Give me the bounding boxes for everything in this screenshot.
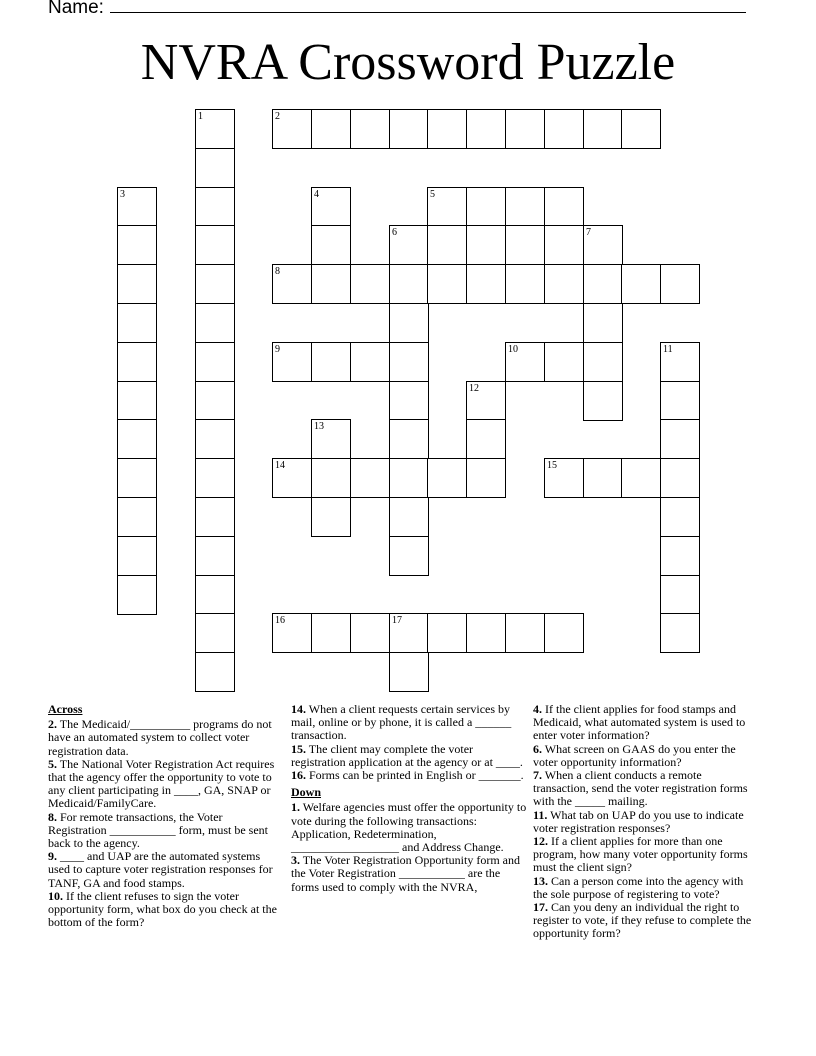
crossword-cell[interactable] [195, 536, 235, 576]
crossword-cell[interactable] [389, 419, 429, 459]
crossword-cell[interactable] [466, 109, 506, 149]
clue-number: 17 [392, 615, 402, 626]
crossword-cell[interactable] [350, 613, 390, 653]
crossword-cell[interactable] [311, 613, 351, 653]
crossword-cell[interactable] [117, 497, 157, 537]
clue-item [533, 743, 757, 769]
crossword-cell[interactable] [389, 381, 429, 421]
clue-text: The National Voter Registration Act requires that the agency offer the opportunity to vote to any client participating in ____, GA, SNAP or Medicaid/FamilyCare. [48, 756, 275, 811]
clue-number: 13 [314, 421, 324, 432]
clue-number: 2 [275, 111, 280, 122]
crossword-cell[interactable] [505, 187, 545, 227]
clue-number: 5 [430, 189, 435, 200]
crossword-cell[interactable] [389, 109, 429, 149]
clue-item [533, 901, 757, 941]
clue-text: The Medicaid/__________ programs do not have an automated system to collect voter registration data. [48, 717, 272, 758]
clue-number-label: 7. [533, 768, 542, 783]
clue-item [533, 835, 757, 875]
crossword-cell[interactable] [466, 419, 506, 459]
crossword-cell[interactable] [389, 264, 429, 304]
crossword-cell[interactable] [117, 225, 157, 265]
clue-number-label: 10. [48, 888, 63, 903]
clue-number-label: 11. [533, 807, 548, 822]
clue-number-label: 5. [48, 756, 57, 771]
clue-item [533, 703, 757, 743]
crossword-cell[interactable] [389, 342, 429, 382]
crossword-cell[interactable] [466, 225, 506, 265]
clue-text: Forms can be printed in English or _______. [306, 768, 524, 783]
clue-number: 4 [314, 189, 319, 200]
crossword-cell[interactable] [660, 381, 700, 421]
crossword-cell-14[interactable] [272, 458, 312, 498]
crossword-cell[interactable] [117, 342, 157, 382]
clue-item [533, 769, 757, 809]
clues-column-2 [291, 703, 527, 894]
crossword-cell[interactable] [427, 264, 467, 304]
crossword-cell[interactable] [195, 458, 235, 498]
crossword-cell-13[interactable] [311, 419, 351, 459]
crossword-cell[interactable] [660, 497, 700, 537]
clue-number: 7 [586, 227, 591, 238]
crossword-cell[interactable] [389, 458, 429, 498]
crossword-cell[interactable] [195, 652, 235, 692]
crossword-cell[interactable] [505, 109, 545, 149]
down-clue-list-continued [533, 703, 757, 941]
clues-column-3 [533, 703, 757, 941]
clue-item [48, 718, 284, 758]
clue-text: What tab on UAP do you use to indicate voter registration responses? [533, 807, 744, 835]
clue-number: 11 [663, 344, 673, 355]
crossword-cell[interactable] [660, 458, 700, 498]
crossword-cell[interactable] [583, 109, 623, 149]
clue-item [48, 890, 284, 930]
clue-text: When a client conducts a remote transaction, send the voter registration forms with the _____ mailing. [533, 768, 748, 809]
clue-number: 12 [469, 383, 479, 394]
crossword-cell-7[interactable] [583, 225, 623, 265]
clue-text: If a client applies for more than one program, how many voter opportunity forms must the client sign? [533, 834, 748, 875]
crossword-cell[interactable] [583, 342, 623, 382]
crossword-cell-6[interactable] [389, 225, 429, 265]
clue-number: 15 [547, 460, 557, 471]
clue-number-label: 3. [291, 853, 300, 868]
crossword-cell[interactable] [117, 419, 157, 459]
crossword-cell[interactable] [117, 458, 157, 498]
crossword-cell-15[interactable] [544, 458, 584, 498]
crossword-cell[interactable] [583, 303, 623, 343]
crossword-cell[interactable] [466, 458, 506, 498]
crossword-cell[interactable] [350, 342, 390, 382]
crossword-cell[interactable] [544, 225, 584, 265]
crossword-cell[interactable] [389, 497, 429, 537]
across-clue-list-continued [291, 703, 527, 782]
crossword-cell[interactable] [195, 419, 235, 459]
name-label: Name: [48, 0, 104, 18]
clue-item [291, 703, 527, 743]
crossword-cell-16[interactable] [272, 613, 312, 653]
clue-item [533, 875, 757, 901]
crossword-cell[interactable] [505, 613, 545, 653]
across-clue-list [48, 718, 284, 929]
clue-number: 16 [275, 615, 285, 626]
clue-text: Can a person come into the agency with the sole purpose of registering to vote? [533, 873, 744, 901]
down-clue-list [291, 801, 527, 893]
crossword-cell[interactable] [427, 613, 467, 653]
crossword-cell[interactable] [195, 342, 235, 382]
crossword-cell-11[interactable] [660, 342, 700, 382]
clue-number-label: 1. [291, 800, 300, 815]
clue-item [48, 758, 284, 811]
crossword-cell[interactable] [389, 652, 429, 692]
crossword-cell[interactable] [389, 303, 429, 343]
crossword-cell[interactable] [195, 613, 235, 653]
crossword-cell[interactable] [427, 109, 467, 149]
clue-number-label: 9. [48, 849, 57, 864]
crossword-cell[interactable] [195, 187, 235, 227]
crossword-cell[interactable] [621, 458, 661, 498]
crossword-cell[interactable] [311, 225, 351, 265]
crossword-cell[interactable] [117, 381, 157, 421]
clue-text: Can you deny an individual the right to register to vote, if they refuse to complete the opportunity form? [533, 900, 752, 941]
crossword-cell[interactable] [427, 458, 467, 498]
crossword-cell[interactable] [311, 264, 351, 304]
clue-text: If the client applies for food stamps and Medicaid, what automated system is used to enter voter information? [533, 702, 746, 743]
crossword-cell[interactable] [660, 575, 700, 615]
crossword-cell-2[interactable] [272, 109, 312, 149]
crossword-cell[interactable] [311, 109, 351, 149]
clue-number: 1 [198, 111, 203, 122]
clue-item [291, 769, 527, 782]
crossword-cell[interactable] [660, 264, 700, 304]
clue-number-label: 17. [533, 900, 548, 915]
clue-text: When a client requests certain services by mail, online or by phone, it is called a ______ transaction. [291, 702, 512, 743]
crossword-cell[interactable] [311, 342, 351, 382]
crossword-cell[interactable] [505, 225, 545, 265]
crossword-cell[interactable] [195, 148, 235, 188]
crossword-cell[interactable] [660, 613, 700, 653]
clue-text: For remote transactions, the Voter Registration ___________ form, must be sent back to the agency. [48, 809, 268, 851]
crossword-cell[interactable] [544, 264, 584, 304]
clue-number-label: 2. [48, 717, 57, 732]
crossword-cell[interactable] [117, 303, 157, 343]
crossword-cell[interactable] [505, 264, 545, 304]
crossword-cell[interactable] [660, 536, 700, 576]
crossword-cell[interactable] [544, 187, 584, 227]
crossword-cell-3[interactable] [117, 187, 157, 227]
clue-number-label: 4. [533, 702, 542, 716]
clue-number: 6 [392, 227, 397, 238]
crossword-cell-12[interactable] [466, 381, 506, 421]
crossword-cell[interactable] [583, 264, 623, 304]
crossword-cell[interactable] [583, 458, 623, 498]
crossword-cell[interactable] [389, 536, 429, 576]
across-heading: Across [48, 702, 83, 716]
crossword-cell[interactable] [311, 458, 351, 498]
clue-number-label: 6. [533, 741, 542, 756]
crossword-cell[interactable] [466, 264, 506, 304]
clue-item [48, 850, 284, 890]
clue-number: 3 [120, 189, 125, 200]
clue-number-label: 14. [291, 702, 306, 716]
clue-text: The client may complete the voter registration application at the agency or at ____. [291, 741, 523, 769]
crossword-cell[interactable] [195, 381, 235, 421]
clue-number: 14 [275, 460, 285, 471]
crossword-cell[interactable] [544, 342, 584, 382]
clue-item [291, 801, 527, 854]
clue-number-label: 8. [48, 809, 57, 824]
page-title: NVRA Crossword Puzzle [140, 34, 676, 91]
crossword-cell[interactable] [117, 575, 157, 615]
clue-number-label: 13. [533, 873, 548, 888]
crossword-cell[interactable] [117, 536, 157, 576]
crossword-cell[interactable] [117, 264, 157, 304]
clue-number: 9 [275, 344, 280, 355]
crossword-cell-4[interactable] [311, 187, 351, 227]
crossword-cell[interactable] [427, 225, 467, 265]
crossword-cell[interactable] [660, 419, 700, 459]
crossword-cell[interactable] [544, 613, 584, 653]
clue-number: 10 [508, 344, 518, 355]
clue-item [48, 811, 284, 851]
clue-item [533, 809, 757, 835]
clue-text: What screen on GAAS do you enter the voter opportunity information? [533, 741, 736, 769]
clue-number-label: 16. [291, 768, 306, 783]
clue-item [291, 854, 527, 894]
crossword-cell-1[interactable] [195, 109, 235, 149]
crossword-cell-9[interactable] [272, 342, 312, 382]
crossword-cell-8[interactable] [272, 264, 312, 304]
crossword-cell[interactable] [311, 497, 351, 537]
crossword-cell[interactable] [350, 264, 390, 304]
crossword-cell[interactable] [583, 381, 623, 421]
crossword-cell[interactable] [195, 575, 235, 615]
clue-text: ____ and UAP are the automated systems used to capture voter registration responses for TANF, GA and food stamps. [48, 849, 273, 890]
clue-text: Welfare agencies must offer the opportunity to vote during the following transactions: Application, Redetermination, __________________ and Address Change. [291, 800, 527, 855]
clues-column-1 [48, 703, 284, 929]
clue-text: The Voter Registration Opportunity form and the Voter Registration ___________ are the forms used to comply with the NVRA, [291, 853, 520, 894]
clue-text: If the client refuses to sign the voter opportunity form, what box do you check at the bottom of the form? [48, 888, 277, 930]
crossword-cell[interactable] [195, 303, 235, 343]
crossword-cell-10[interactable] [505, 342, 545, 382]
crossword-cell[interactable] [621, 264, 661, 304]
clue-item [291, 743, 527, 769]
clue-number-label: 15. [291, 741, 306, 756]
crossword-cell[interactable] [195, 264, 235, 304]
crossword-cell[interactable] [621, 109, 661, 149]
crossword-cell[interactable] [195, 225, 235, 265]
clue-number-label: 12. [533, 834, 548, 849]
crossword-cell[interactable] [466, 187, 506, 227]
crossword-cell[interactable] [350, 458, 390, 498]
crossword-cell[interactable] [466, 613, 506, 653]
crossword-cell[interactable] [195, 497, 235, 537]
clue-number: 8 [275, 266, 280, 277]
crossword-cell-5[interactable] [427, 187, 467, 227]
crossword-cell[interactable] [544, 109, 584, 149]
crossword-cell[interactable] [350, 109, 390, 149]
down-heading: Down [291, 785, 322, 800]
crossword-cell-17[interactable] [389, 613, 429, 653]
